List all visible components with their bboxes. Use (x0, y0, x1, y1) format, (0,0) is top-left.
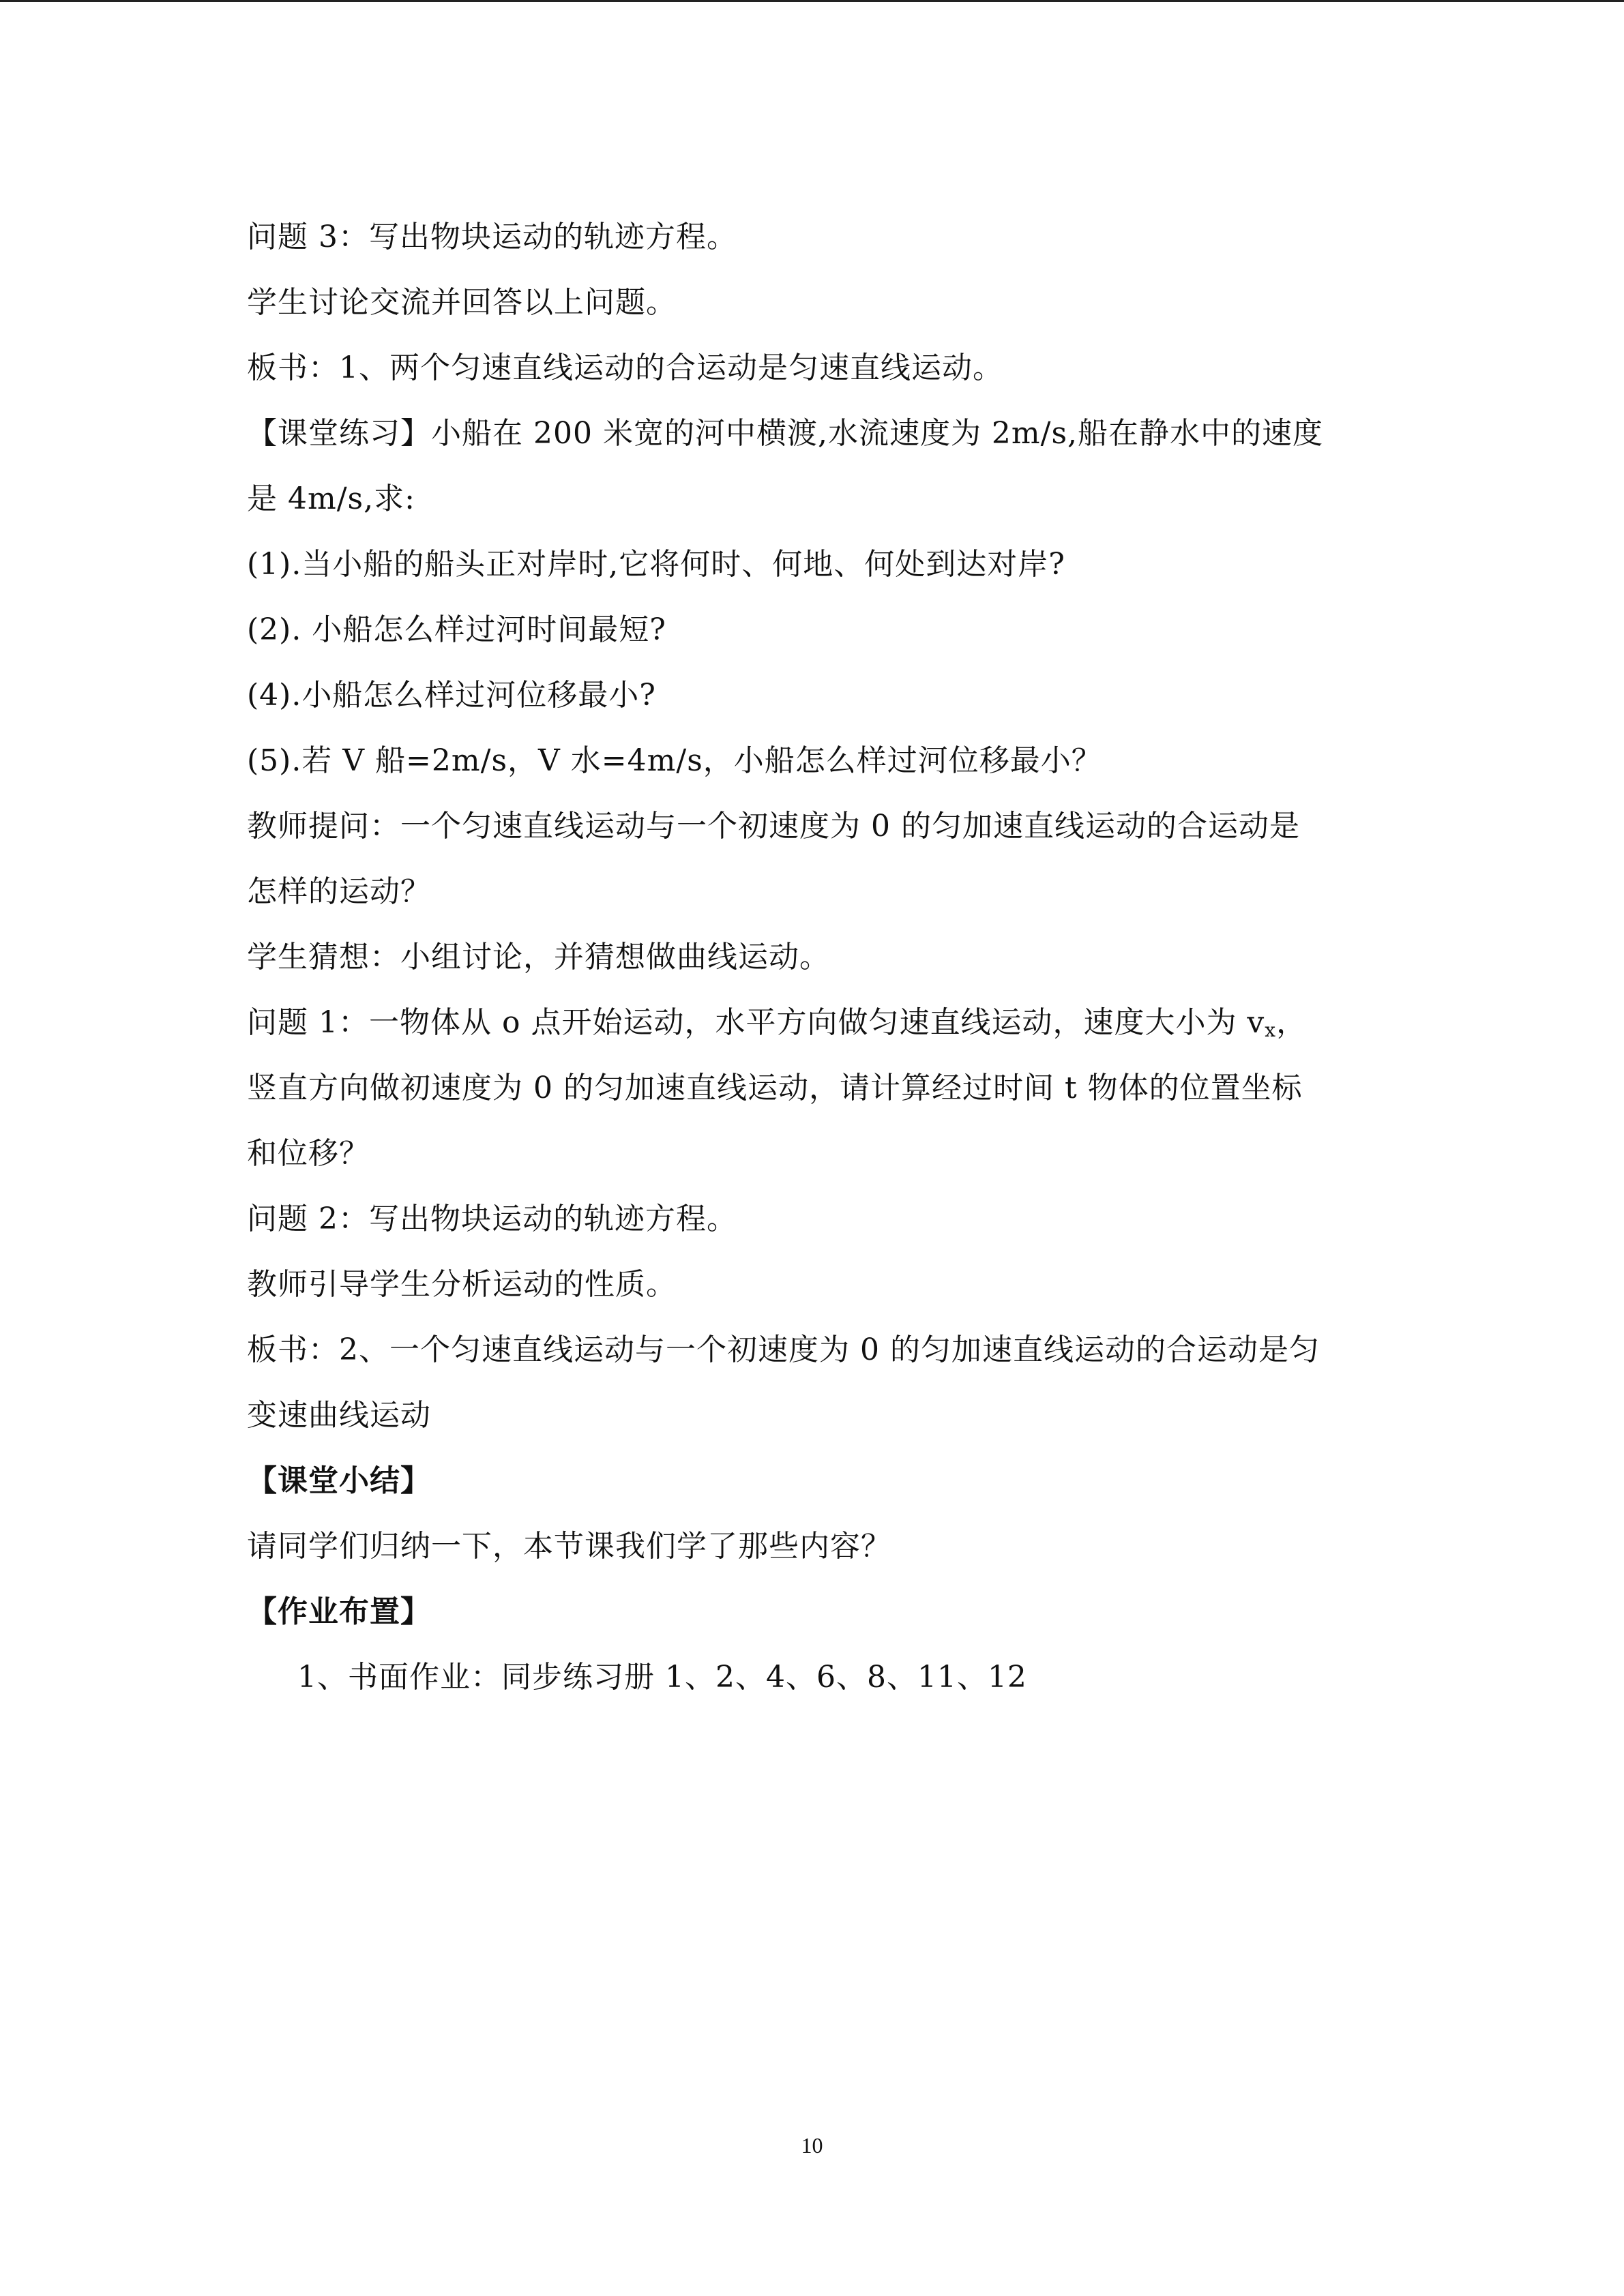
velocity-subscript: x (1265, 1019, 1277, 1041)
question-1-punct: ， (1276, 1005, 1308, 1040)
text-line-class-exercise: 【课堂练习】小船在 200 米宽的河中横渡,水流速度为 2m/s,船在静水中的速度 (247, 416, 1324, 451)
text-line-student-discussion: 学生讨论交流并回答以上问题。 (247, 285, 677, 320)
question-1-text: 问题 1：一物体从 o 点开始运动，水平方向做匀速直线运动，速度大小为 v (247, 1005, 1265, 1040)
document-body (247, 205, 1379, 1710)
text-line-question-1-end: 和位移？ (247, 1136, 370, 1171)
text-line-student-guess: 学生猜想：小组讨论，并猜想做曲线运动。 (247, 940, 830, 974)
text-line-question-1 (247, 990, 1379, 1056)
text-line-homework-item: 1、书面作业：同步练习册 1、2、4、6、8、11、12 (297, 1660, 1027, 1695)
page-top-border (0, 0, 1624, 2)
page-number: 10 (801, 2133, 823, 2158)
text-line-teacher-question: 教师提问：一个匀速直线运动与一个初速度为 0 的匀加速直线运动的合运动是 (247, 809, 1300, 844)
text-line-board-note-1: 板书：1、两个匀速直线运动的合运动是匀速直线运动。 (247, 351, 1003, 385)
text-line-exercise-item-1: (1).当小船的船头正对岸时,它将何时、何地、何处到达对岸? (247, 547, 1065, 582)
text-line-exercise-item-5: (5).若 V 船=2m/s，V 水=4m/s，小船怎么样过河位移最小？ (247, 743, 1102, 778)
text-line-teacher-guide: 教师引导学生分析运动的性质。 (247, 1267, 677, 1302)
text-line-question-2: 问题 2：写出物块运动的轨迹方程。 (247, 1202, 737, 1236)
section-heading-homework: 【作业布置】 (247, 1594, 431, 1629)
text-line-teacher-question-cont: 怎样的运动？ (247, 874, 431, 909)
text-line-exercise-item-2: (2). 小船怎么样过河时间最短? (247, 612, 666, 647)
text-line-class-exercise-cont: 是 4m/s,求: (247, 481, 415, 516)
text-line-question-3: 问题 3：写出物块运动的轨迹方程。 (247, 220, 737, 254)
text-line-question-1-cont: 竖直方向做初速度为 0 的匀加速直线运动，请计算经过时间 t 物体的位置坐标 (247, 1071, 1303, 1105)
section-heading-summary: 【课堂小结】 (247, 1463, 431, 1498)
text-line-exercise-item-4: (4).小船怎么样过河位移最小? (247, 678, 656, 713)
text-line-board-note-2: 板书：2、一个匀速直线运动与一个初速度为 0 的匀加速直线运动的合运动是匀 (247, 1332, 1320, 1367)
text-line-summary-prompt: 请同学们归纳一下，本节课我们学了那些内容？ (247, 1529, 891, 1564)
text-line-board-note-2-cont: 变速曲线运动 (247, 1398, 431, 1433)
